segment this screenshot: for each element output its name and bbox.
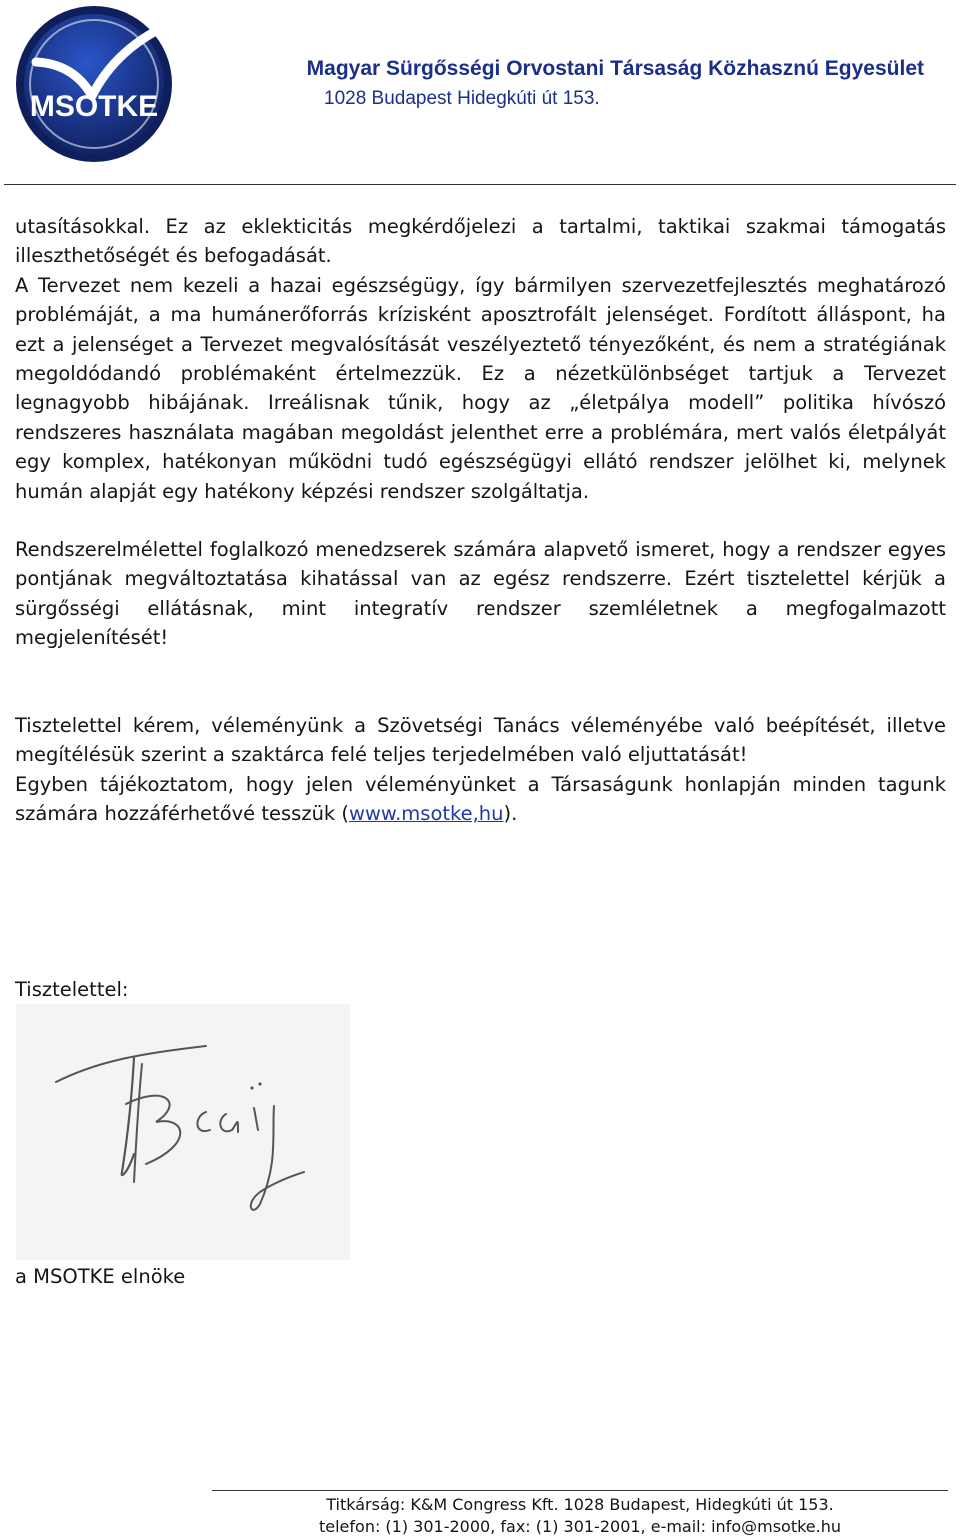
footer-divider xyxy=(212,1490,948,1491)
website-link[interactable]: www.msotke,hu xyxy=(349,801,504,825)
page-footer xyxy=(212,1494,948,1538)
logo-emblem-icon xyxy=(14,4,174,164)
body-paragraph-5 xyxy=(15,770,946,829)
handwritten-signature-icon xyxy=(16,1004,350,1260)
footer-line-1: Titkárság: K&M Congress Kft. 1028 Budapest, Hidegkúti út 153. xyxy=(326,1495,834,1514)
header-divider xyxy=(4,184,956,185)
organization-header xyxy=(164,56,924,112)
body-paragraph-4: Tisztelettel kérem, véleményünk a Szövetségi Tanács véleményébe való beépítését, illetve megítélésük szerint a szaktárca felé teljes terjedelmében való eljuttatását! xyxy=(15,713,946,767)
closing-salutation: Tisztelettel: xyxy=(15,978,129,1001)
msotke-logo xyxy=(14,4,174,164)
signature-image xyxy=(16,1004,350,1260)
body-paragraph-3: Rendszerelmélettel foglalkozó menedzserek számára alapvető ismeret, hogy a rendszer egyes pontjának megváltoztatása kihatással van az egész rendszerre. Ezért tisztelettel kérjük a sürgősségi ellátásnak, mint integratív rendszer szemléletnek a megfogalmazott megjelenítését! xyxy=(15,538,946,650)
body-paragraph-1: utasításokkal. Ez az eklekticitás megkérdőjelezi a tartalmi, taktikai szakmai támogatás illeszthetőségét és befogadását. xyxy=(15,215,946,268)
footer-line-2: telefon: (1) 301-2000, fax: (1) 301-2001, e-mail: info@msotke.hu xyxy=(318,1517,841,1536)
logo-text: MSOTKE xyxy=(29,90,159,123)
paragraph-5-text: Egyben tájékoztatom, hogy jelen véleményünket a Társaságunk honlapján minden tagunk számára hozzáférhetővé tesszük ( xyxy=(15,772,946,825)
letter-body xyxy=(15,212,946,828)
organization-address: 1028 Budapest Hidegkúti út 153. xyxy=(324,88,600,109)
paragraph-5-end: ). xyxy=(503,801,518,825)
organization-name: Magyar Sürgősségi Orvostani Társaság Közhasznú Egyesület xyxy=(306,57,924,80)
body-paragraph-2: A Tervezet nem kezeli a hazai egészségügy, így bármilyen szervezetfejlesztés meghatározó problémáját, a ma humánerőforrás krízisként aposztrofált jelenséget. Fordított álláspont, ha ezt a jelenséget a Tervezet megvalósítását veszélyeztető tényezőként, és nem a stratégiának megoldódandó problémaként értelmezzük. Ez a nézetkülönbséget tartjuk a Tervezet legnagyobb hibájának. Irreálisnak tűnik, hogy az „életpálya modell” politika hívószó rendszeres használata magában megoldást jelenthet erre a problémára, mert valós életpályát egy komplex, hatékonyan működni tudó egészségügyi ellátó rendszer jelölhet ki, melynek humán alapját egy hatékony képzési rendszer szolgáltatja. xyxy=(15,273,946,503)
signer-title: a MSOTKE elnöke xyxy=(15,1265,186,1288)
